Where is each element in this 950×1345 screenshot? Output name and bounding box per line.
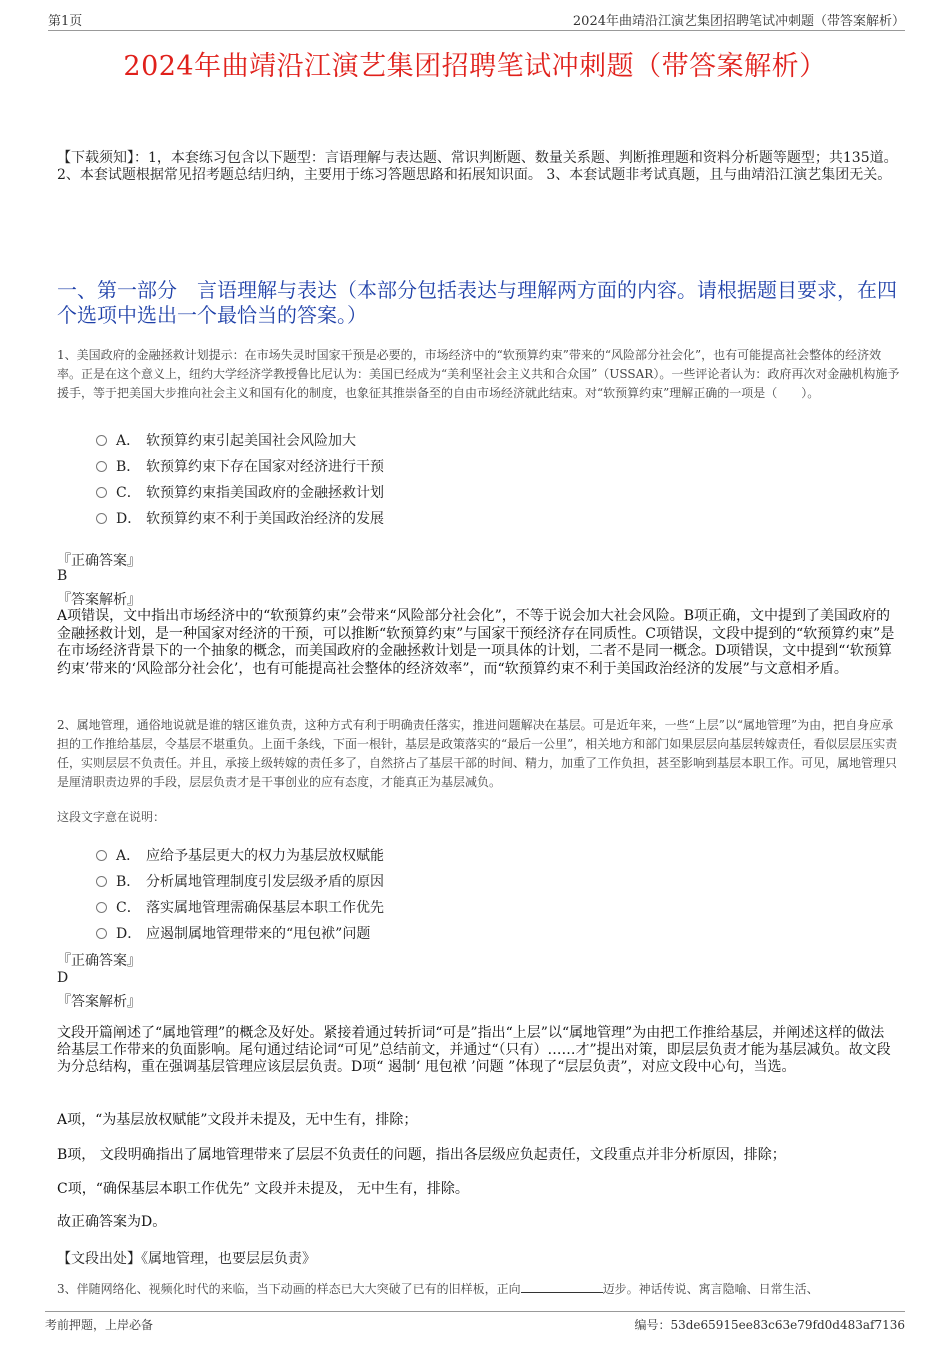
radio-icon[interactable] xyxy=(96,487,107,498)
q1-analysis-label: 『答案解析』 xyxy=(57,592,141,608)
q2-conclusion: 故正确答案为D。 xyxy=(57,1214,167,1230)
radio-icon[interactable] xyxy=(96,902,107,913)
footer-doc-id: 编号：53de65915ee83c63e79fd0d483af7136 xyxy=(634,1318,905,1332)
question-1-stem: 1、美国政府的金融拯救计划提示：在市场失灵时国家干预是必要的，市场经济中的“软预算约束”带来的“风险部分社会化”，也有可能提高社会整体的经济效率。正是在这个意义上，纽约大学经济学教授鲁比尼认为：美国已经成为“美利坚社会主义共和合众国”（USSAR）。一些评论者认为：政府再次对金融机构施予援手，等于把美国大步推向社会主义和国有化的制度，也象征其推崇备至的自由市场经济就此结束。对“软预算约束”理解正确的一项是（ ）。 xyxy=(57,348,900,400)
page-header xyxy=(48,8,905,31)
footer-slogan: 考前押题，上岸必备 xyxy=(45,1318,154,1332)
q2-answer-label: 『正确答案』 xyxy=(57,953,141,969)
section-heading: 一、第一部分 言语理解与表达（本部分包括表达与理解两方面的内容。请根据题目要求，在四个选项中选出一个最恰当的答案。） xyxy=(57,278,897,327)
q1-option-d[interactable]: D． 软预算约束不利于美国政治经济的发展 xyxy=(96,508,384,528)
q1-answer-label: 『正确答案』 xyxy=(57,553,141,569)
q2-source: 【文段出处】《属地管理，也要层层负责》 xyxy=(57,1251,316,1267)
q2-analysis-label: 『答案解析』 xyxy=(57,994,141,1010)
page-footer xyxy=(45,1311,905,1338)
radio-icon[interactable] xyxy=(96,461,107,472)
question-2-stem: 2、属地管理，通俗地说就是谁的辖区谁负责，这种方式有利于明确责任落实，推进问题解决在基层。可是近年来，一些“上层”以“属地管理”为由，把自身应承担的工作推给基层，令基层不堪重负。上面千条线，下面一根针，基层是政策落实的“最后一公里”，相关地方和部门如果层层向基层转嫁责任，看似层层压实责任，实则层层不负责任。并且，承接上级转嫁的责任多了，自然挤占了基层干部的时间、精力，加重了工作负担，甚至影响到基层本职工作。可见，属地管理只是厘清职责边界的手段，层层负责才是干事创业的应有态度，才能真正为基层减负。 xyxy=(57,718,898,789)
q2-analysis-a: A项，“为基层放权赋能”文段并未提及，无中生有，排除； xyxy=(57,1112,418,1128)
header-doc-title: 2024年曲靖沿江演艺集团招聘笔试冲刺题（带答案解析） xyxy=(572,14,905,29)
q2-option-b[interactable]: B． 分析属地管理制度引发层级矛盾的原因 xyxy=(96,871,384,891)
q2-analysis: 文段开篇阐述了“属地管理”的概念及好处。紧接着通过转折词“可是”指出“上层”以“属地管理”为由把工作推给基层，并阐述这样的做法给基层工作带来的负面影响。尾句通过结论词“可见”总结前文，并通过“（只有）……才”提出对策，即层层负责才能为基层减负。故文段为分总结构，重在强调基层管理应该层层负责。D项“ 遏制‘ 甩包袱 ’问题 ”体现了“层层负责”，对应文段中心句，当选。 xyxy=(57,1025,891,1075)
q2-analysis-b: B项， 文段明确指出了属地管理带来了层层不负责任的问题，指出各层级应负起责任，文段重点并非分析原因，排除； xyxy=(57,1147,786,1163)
radio-icon[interactable] xyxy=(96,850,107,861)
radio-icon[interactable] xyxy=(96,513,107,524)
q2-prompt: 这段文字意在说明： xyxy=(57,810,166,824)
q1-analysis: A项错误，文中指出市场经济中的“软预算约束”会带来“风险部分社会化”，不等于说会加大社会风险。B项正确，文中提到了美国政府的金融拯救计划，是一种国家对经济的干预，可以推断“软预算约束”与国家干预经济存在同质性。C项错误，文段中提到的“软预算约束”是在市场经济背景下的一个抽象的概念，而美国政府的金融拯救计划是一项具体的计划，二者不是同一概念。D项错误，文中提到“‘软预算约束’带来的‘风险部分社会化’，也有可能提高社会整体的经济效率”，而“软预算约束不利于美国政治经济的发展”与文意相矛盾。 xyxy=(57,608,895,677)
q1-answer-value: B xyxy=(57,568,68,584)
q1-option-b[interactable]: B． 软预算约束下存在国家对经济进行干预 xyxy=(96,456,384,476)
question-3-stem: 3、伴随网络化、视频化时代的来临，当下动画的样态已大大突破了已有的旧样板，正向 迈步。神话传说、寓言隐喻、日常生活、 xyxy=(57,1282,819,1296)
q2-option-d[interactable]: D． 应遏制属地管理带来的“甩包袱”问题 xyxy=(96,923,370,943)
q1-option-c[interactable]: C． 软预算约束指美国政府的金融拯救计划 xyxy=(96,482,384,502)
q2-option-a[interactable]: A． 应给予基层更大的权力为基层放权赋能 xyxy=(96,845,384,865)
q2-answer-value: D xyxy=(57,970,69,986)
fill-blank xyxy=(521,1281,603,1293)
radio-icon[interactable] xyxy=(96,876,107,887)
q1-option-a[interactable]: A． 软预算约束引起美国社会风险加大 xyxy=(96,430,356,450)
page-title: 2024年曲靖沿江演艺集团招聘笔试冲刺题（带答案解析） xyxy=(123,51,827,82)
q2-option-c[interactable]: C． 落实属地管理需确保基层本职工作优先 xyxy=(96,897,384,917)
radio-icon[interactable] xyxy=(96,435,107,446)
download-notice: 【下载须知】：1，本套练习包含以下题型：言语理解与表达题、常识判断题、数量关系题、判断推理题和资料分析题等题型；共135道。 2、本套试题根据常见招考题总结归纳，主要用于练习答题思路和拓展知识面。 3、本套试题非考试真题，且与曲靖沿江演艺集团无关。 xyxy=(57,150,898,183)
radio-icon[interactable] xyxy=(96,928,107,939)
page-number: 第1页 xyxy=(48,14,83,29)
q2-analysis-c: C项，“确保基层本职工作优先” 文段并未提及， 无中生有，排除。 xyxy=(57,1181,469,1197)
